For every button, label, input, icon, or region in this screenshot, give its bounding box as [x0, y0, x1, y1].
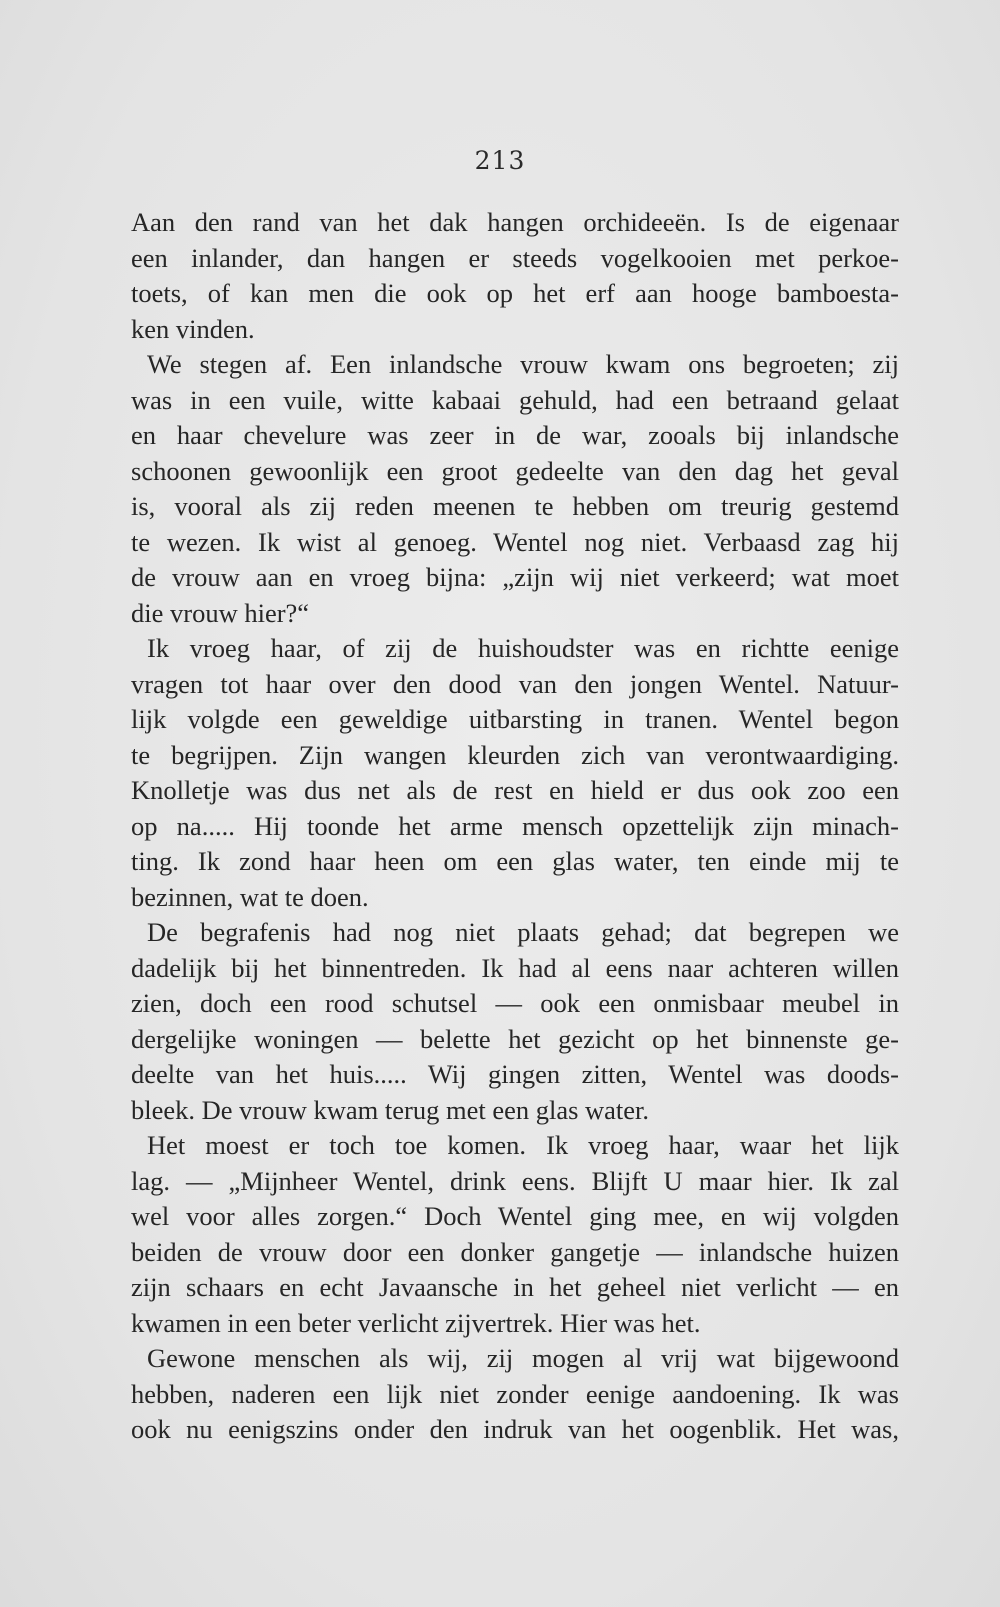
text-line: op na..... Hij toonde het arme mensch opzettelijk zijn minach- [131, 810, 899, 841]
text-line: een inlander, dan hangen er steeds vogelkooien met perkoe- [131, 242, 899, 273]
text-line: die vrouw hier?“ [131, 597, 310, 628]
text-line: ting. Ik zond haar heen om een glas water, ten einde mij te [131, 846, 899, 876]
text-line: schoonen gewoonlijk een groot gedeelte van den dag het geval [131, 455, 899, 486]
text-line: is, vooral als zij reden meenen te hebben om treurig gestemd [131, 491, 899, 521]
text-line: Aan den rand van het dak hangen orchideeën. Is de eigenaar [131, 207, 899, 237]
text-line: beiden de vrouw door een donker gangetje — inlandsche huizen [131, 1236, 899, 1267]
text-line: de vrouw aan en vroeg bijna: „zijn wij niet verkeerd; wat moet [131, 562, 899, 592]
text-line: te begrijpen. Zijn wangen kleurden zich van verontwaardiging. [131, 739, 899, 770]
text-line: dergelijke woningen — belette het gezicht op het binnenste ge- [131, 1023, 899, 1054]
text-line: lijk volgde een geweldige uitbarsting in tranen. Wentel begon [131, 704, 899, 734]
text-line: te wezen. Ik wist al genoeg. Wentel nog niet. Verbaasd zag hij [131, 526, 899, 557]
page-number: 213 [474, 146, 526, 175]
text-line: bezinnen, wat te doen. [131, 881, 369, 912]
text-line: vragen tot haar over den dood van den jongen Wentel. Natuur- [131, 668, 899, 699]
text-line: Knolletje was dus net als de rest en hield er dus ook zoo een [131, 775, 899, 805]
text-line: De begrafenis had nog niet plaats gehad; dat begrepen we [147, 917, 899, 947]
text-line: zien, doch een rood schutsel — ook een onmisbaar meubel in [131, 988, 899, 1018]
text-line: wel voor alles zorgen.“ Doch Wentel ging mee, en wij volgden [131, 1201, 899, 1231]
text-line: Het moest er toch toe komen. Ik vroeg haar, waar het lijk [147, 1130, 899, 1160]
text-line: zijn schaars en echt Javaansche in het geheel niet verlicht — en [131, 1272, 899, 1302]
text-line: Gewone menschen als wij, zij mogen al vrij wat bijgewoond [147, 1343, 899, 1373]
text-line: ook nu eenigszins onder den indruk van het oogenblik. Het was, [131, 1414, 899, 1444]
text-line: en haar chevelure was zeer in de war, zooals bij inlandsche [131, 420, 899, 450]
body-text [131, 205, 899, 1448]
text-line: dadelijk bij het binnentreden. Ik had al eens naar achteren willen [131, 952, 899, 983]
text-line: lag. — „Mijnheer Wentel, drink eens. Blijft U maar hier. Ik zal [131, 1165, 899, 1196]
text-line: was in een vuile, witte kabaai gehuld, had een betraand gelaat [131, 384, 899, 415]
text-line: kwamen in een beter verlicht zijvertrek. Hier was het. [131, 1307, 701, 1338]
text-line: ken vinden. [131, 313, 255, 344]
text-line: toets, of kan men die ook op het erf aan hooge bamboesta- [131, 278, 899, 308]
text-line: hebben, naderen een lijk niet zonder eenige aandoening. Ik was [131, 1378, 899, 1409]
text-line: We stegen af. Een inlandsche vrouw kwam ons begroeten; zij [147, 349, 899, 379]
text-line: Ik vroeg haar, of zij de huishoudster was en richtte eenige [147, 633, 899, 663]
text-line: bleek. De vrouw kwam terug met een glas water. [131, 1094, 650, 1125]
text-line: deelte van het huis..... Wij gingen zitten, Wentel was doods- [131, 1059, 899, 1089]
